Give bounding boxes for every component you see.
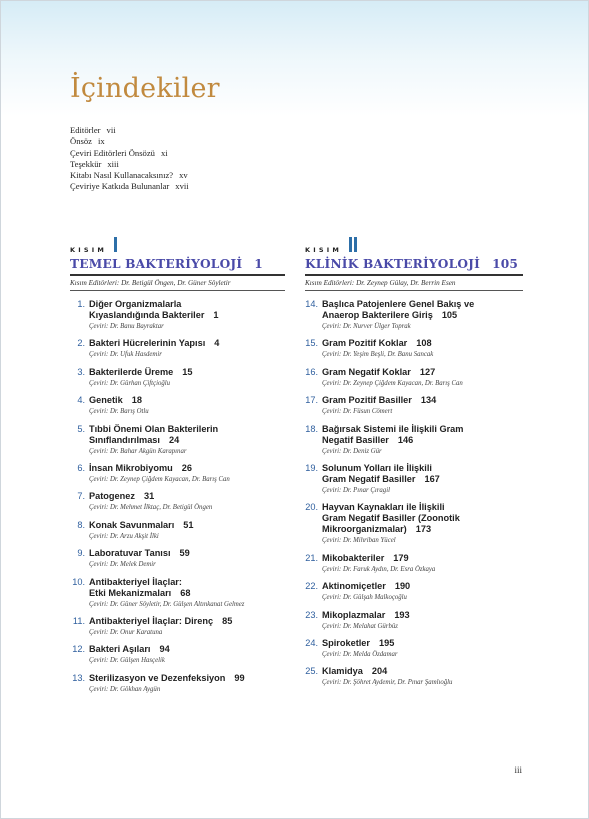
chapter-number: 12. <box>72 644 85 655</box>
part-title-page: 1 <box>254 257 263 271</box>
chapter-item[interactable] <box>305 581 523 603</box>
chapter-title-line: Başlıca Patojenlere Genel Bakış ve <box>322 299 475 309</box>
front-matter-list <box>70 125 189 193</box>
front-matter-item[interactable] <box>70 170 189 181</box>
chapter-number: 24. <box>305 637 318 648</box>
chapter-number: 13. <box>72 672 85 683</box>
chapter-title-line: Bakteri Hücrelerinin Yapısı <box>89 338 206 349</box>
chapter-page: 190 <box>394 581 411 592</box>
chapter-page: 1 <box>213 310 219 320</box>
chapter-item[interactable] <box>305 424 523 457</box>
chapter-number: 1. <box>77 299 85 309</box>
chapter-title-line: Antibakteriyel İlaçlar: Direnç <box>89 615 214 626</box>
chapter-number: 21. <box>305 552 318 563</box>
part-title[interactable] <box>305 257 523 271</box>
page-number: iii <box>514 765 522 775</box>
part-label-word: KISIM <box>305 246 343 254</box>
front-matter-label: Çeviriye Katkıda Bulunanlar <box>70 181 170 192</box>
chapter-page: 99 <box>234 672 245 683</box>
front-matter-item[interactable] <box>70 136 189 147</box>
front-matter-item[interactable] <box>70 148 189 159</box>
chapter-translator: Çeviri: Dr. Pınar Çıragil <box>322 486 390 494</box>
chapter-title-line: İnsan Mikrobiyomu <box>89 462 173 473</box>
chapter-title <box>322 338 523 349</box>
chapter-number: 8. <box>77 519 85 530</box>
chapter-title <box>89 424 285 446</box>
chapter-item[interactable] <box>305 395 523 417</box>
chapter-page: 108 <box>416 338 432 349</box>
chapter-item[interactable] <box>70 338 285 360</box>
part-title-page: 105 <box>492 257 519 271</box>
front-matter-label: Önsöz <box>70 136 92 147</box>
part-column-1 <box>70 238 285 701</box>
chapter-title-line: Gram Negatif Basiller (Zoonotik <box>322 513 460 524</box>
chapter-page: 204 <box>371 666 388 677</box>
chapter-page: 173 <box>415 524 432 535</box>
chapter-translator: Çeviri: Dr. Banu Bayraktar <box>89 323 164 330</box>
page-title: İçindekiler <box>70 73 220 104</box>
chapter-item[interactable] <box>305 367 523 389</box>
chapter-title-line: Antibakteriyel İlaçlar: <box>89 576 182 587</box>
part-number <box>114 237 118 253</box>
chapter-title <box>89 673 285 684</box>
chapter-number: 16. <box>305 366 318 377</box>
chapter-item[interactable] <box>305 502 523 546</box>
chapter-page: 15 <box>182 366 193 377</box>
chapter-title-line: Gram Negatif Basiller <box>322 473 416 484</box>
chapter-title-line: Genetik <box>89 395 123 406</box>
chapter-title <box>89 463 285 474</box>
chapter-title <box>322 395 523 406</box>
chapter-translator: Çeviri: Dr. Füsun Cömert <box>322 408 393 416</box>
chapter-item[interactable] <box>70 463 285 485</box>
chapter-item[interactable] <box>70 644 285 666</box>
chapter-number: 11. <box>72 615 85 626</box>
chapter-title <box>322 553 523 564</box>
chapter-title-line: Bakteri Aşıları <box>89 644 151 655</box>
part-editors: Kısım Editörleri: Dr. Betigül Öngen, Dr. Güner Söyletir <box>70 279 231 287</box>
chapter-title <box>89 577 285 599</box>
chapter-page: 51 <box>183 519 194 530</box>
chapter-title-line: Kıyaslandığında Bakteriler <box>89 310 205 320</box>
chapter-title-line: Mikoplazmalar <box>322 609 386 620</box>
chapter-title <box>322 581 523 592</box>
chapter-translator: Çeviri: Dr. Onur Karatuna <box>89 628 163 636</box>
chapter-number: 19. <box>305 462 318 473</box>
chapter-translator: Çeviri: Dr. Melek Demir <box>89 561 156 569</box>
front-matter-label: Editörler <box>70 125 101 135</box>
chapter-number: 5. <box>77 423 85 434</box>
chapter-number: 6. <box>77 462 85 473</box>
chapter-title <box>322 638 523 649</box>
chapter-number: 17. <box>305 395 318 406</box>
chapter-title <box>89 616 285 627</box>
chapter-item[interactable] <box>70 367 285 389</box>
chapter-page: 193 <box>394 609 410 620</box>
part-editors: Kısım Editörleri: Dr. Zeynep Gülay, Dr. Berrin Esen <box>305 279 456 287</box>
front-matter-page: xv <box>179 170 188 181</box>
part-number-bar <box>354 237 357 252</box>
chapter-page: 4 <box>214 338 220 349</box>
chapter-number: 14. <box>305 299 318 309</box>
chapter-title <box>89 491 285 502</box>
chapter-number: 7. <box>77 491 85 502</box>
part-title[interactable] <box>70 257 285 271</box>
front-matter-item[interactable] <box>70 159 189 170</box>
chapter-item[interactable] <box>70 424 285 457</box>
chapter-item[interactable] <box>70 616 285 638</box>
chapter-page: 59 <box>179 548 190 559</box>
chapter-translator: Çeviri: Dr. Arzu Akşit İlki <box>89 532 159 540</box>
chapter-number: 22. <box>305 581 318 592</box>
chapter-number: 4. <box>77 395 85 406</box>
chapter-list <box>70 299 285 695</box>
chapter-page: 127 <box>419 366 436 377</box>
part-number <box>349 237 353 253</box>
front-matter-item[interactable] <box>70 125 189 136</box>
chapter-item[interactable] <box>70 491 285 513</box>
chapter-item[interactable] <box>305 610 523 632</box>
chapter-title <box>322 367 523 378</box>
chapter-page: 31 <box>143 491 155 502</box>
chapter-page: 167 <box>424 473 440 484</box>
front-matter-label: Çeviri Editörleri Önsözü <box>70 147 155 158</box>
chapter-title <box>89 395 285 406</box>
chapter-number: 10. <box>72 576 85 587</box>
chapter-title-line: Etki Mekanizmaları <box>89 587 172 598</box>
chapter-title-line: Patogenez <box>89 491 135 502</box>
chapter-title-line: Sterilizasyon ve Dezenfeksiyon <box>89 672 226 683</box>
chapter-title-line: Sınıflandırılması <box>89 434 160 445</box>
chapter-item[interactable] <box>305 338 523 360</box>
front-matter-label: Kitabı Nasıl Kullanacaksınız? <box>70 170 174 181</box>
front-matter-page: xiii <box>107 158 119 169</box>
chapter-title <box>322 666 523 677</box>
chapter-item[interactable] <box>305 553 523 575</box>
chapter-page: 105 <box>441 310 458 320</box>
chapter-translator: Çeviri: Dr. Melda Özdamar <box>322 650 398 658</box>
chapter-title <box>322 424 523 446</box>
chapter-item[interactable] <box>70 577 285 610</box>
chapter-title <box>89 367 285 378</box>
part-title-text: KLİNİK BAKTERİYOLOJİ <box>305 257 481 271</box>
part-divider <box>70 274 285 276</box>
chapter-number: 20. <box>305 502 318 513</box>
chapter-item[interactable] <box>305 463 523 496</box>
chapter-number: 23. <box>305 609 318 620</box>
chapter-translator: Çeviri: Dr. Mehmet İlktaç, Dr. Betigül Öngen <box>89 504 213 512</box>
chapter-translator: Çeviri: Dr. Melahat Gürbüz <box>322 622 398 630</box>
front-matter-page: xi <box>160 147 168 158</box>
chapter-title-line: Bağırsak Sistemi ile İlişkili Gram <box>322 423 464 434</box>
chapter-title-line: Spiroketler <box>322 637 370 648</box>
part-label-word: KISIM <box>70 246 108 254</box>
chapter-title <box>322 463 523 485</box>
chapter-number: 2. <box>77 338 85 349</box>
part-column-2 <box>305 238 523 695</box>
chapter-translator: Çeviri: Dr. Bahar Akgün Karapınar <box>89 447 187 455</box>
chapter-item[interactable] <box>70 395 285 417</box>
chapter-translator: Çeviri: Dr. Mihriban Yücel <box>322 537 396 545</box>
chapter-title-line: Bakterilerde Üreme <box>89 366 174 377</box>
chapter-title <box>89 338 285 349</box>
chapter-list <box>305 299 523 688</box>
part-number-bar <box>114 237 117 252</box>
chapter-page: 195 <box>379 637 395 648</box>
chapter-page: 134 <box>420 395 437 406</box>
chapter-translator: Çeviri: Dr. Yeşim Beşli, Dr. Banu Sancak <box>322 351 434 359</box>
chapter-title-line: Diğer Organizmalarla <box>89 299 182 309</box>
part-divider <box>70 290 285 291</box>
chapter-page: 85 <box>222 615 233 626</box>
chapter-title <box>89 520 285 531</box>
chapter-number: 3. <box>77 366 85 377</box>
part-number-bar <box>349 237 352 252</box>
chapter-title <box>322 610 523 621</box>
chapter-translator: Çeviri: Dr. Nurver Ülger Toprak <box>322 323 411 330</box>
chapter-number: 9. <box>77 548 85 559</box>
front-matter-page: vii <box>106 125 116 135</box>
chapter-page: 26 <box>181 462 192 473</box>
chapter-title-line: Solunum Yolları ile İlişkili <box>322 462 432 473</box>
chapter-title <box>322 502 523 535</box>
chapter-title-line: Gram Pozitif Basiller <box>322 395 412 406</box>
part-title-text: TEMEL BAKTERİYOLOJİ <box>70 257 243 271</box>
front-matter-page: ix <box>97 136 105 147</box>
chapter-number: 18. <box>305 423 318 434</box>
chapter-item[interactable] <box>70 520 285 542</box>
chapter-title-line: Hayvan Kaynakları ile İlişkili <box>322 502 445 513</box>
chapter-translator: Çeviri: Dr. Faruk Aydın, Dr. Esra Özkaya <box>322 565 436 573</box>
chapter-title-line: Mikobakteriler <box>322 552 385 563</box>
part-divider <box>305 290 523 291</box>
chapter-page: 24 <box>168 434 180 445</box>
chapter-item[interactable] <box>305 666 523 688</box>
chapter-title-line: Klamidya <box>322 666 363 677</box>
chapter-title-line: Mikroorganizmalar) <box>322 524 407 535</box>
chapter-translator: Çeviri: Dr. Gülşah Malkoçoğlu <box>322 594 407 602</box>
chapter-page: 68 <box>180 587 191 598</box>
chapter-title-line: Aktinomiçetler <box>322 581 386 592</box>
part-label <box>70 238 285 254</box>
chapter-page: 146 <box>397 434 414 445</box>
chapter-title-line: Gram Pozitif Koklar <box>322 338 408 349</box>
front-matter-page: xvii <box>175 181 189 192</box>
part-divider <box>305 274 523 276</box>
chapter-item[interactable] <box>70 299 285 332</box>
chapter-translator: Çeviri: Dr. Gürhan Çiftçioğlu <box>89 379 171 387</box>
chapter-title <box>89 644 285 655</box>
chapter-title-line: Konak Savunmaları <box>89 519 175 530</box>
chapter-translator: Çeviri: Dr. Zeynep Çiğdem Kayacan, Dr. Barış Can <box>322 379 463 387</box>
chapter-translator: Çeviri: Dr. Zeynep Çiğdem Kayacan, Dr. Barış Can <box>89 475 230 483</box>
chapter-page: 94 <box>159 644 170 655</box>
chapter-title-line: Anaerop Bakterilere Giriş <box>322 310 433 320</box>
chapter-translator: Çeviri: Dr. Gülşen Hasçelik <box>89 657 165 665</box>
chapter-title <box>89 299 285 321</box>
chapter-number: 25. <box>305 666 318 677</box>
chapter-item[interactable] <box>305 299 523 332</box>
chapter-title-line: Tıbbi Önemi Olan Bakterilerin <box>89 423 219 434</box>
chapter-number: 15. <box>305 338 318 349</box>
chapter-item[interactable] <box>70 548 285 570</box>
chapter-translator: Çeviri: Dr. Şöhret Aydemir, Dr. Pınar Şamlıoğlu <box>322 679 453 687</box>
chapter-translator: Çeviri: Dr. Gökhan Aygün <box>89 685 161 693</box>
chapter-title-line: Negatif Basiller <box>322 434 389 445</box>
chapter-title-line: Laboratuvar Tanısı <box>89 548 171 559</box>
chapter-page: 18 <box>131 395 142 406</box>
chapter-title <box>89 548 285 559</box>
chapter-page: 179 <box>393 552 409 563</box>
chapter-translator: Çeviri: Dr. Ufuk Hasdemir <box>89 351 162 359</box>
chapter-translator: Çeviri: Dr. Barış Otlu <box>89 408 149 416</box>
chapter-title-line: Gram Negatif Koklar <box>322 366 411 377</box>
chapter-item[interactable] <box>70 673 285 695</box>
chapter-item[interactable] <box>305 638 523 660</box>
chapter-translator: Çeviri: Dr. Deniz Gür <box>322 447 382 455</box>
front-matter-item[interactable] <box>70 181 189 192</box>
front-matter-label: Teşekkür <box>70 158 102 169</box>
chapter-translator: Çeviri: Dr. Güner Söyletir, Dr. Gülşen Altınkanat Gelmez <box>89 600 245 608</box>
part-label <box>305 238 523 254</box>
chapter-title <box>322 299 523 321</box>
